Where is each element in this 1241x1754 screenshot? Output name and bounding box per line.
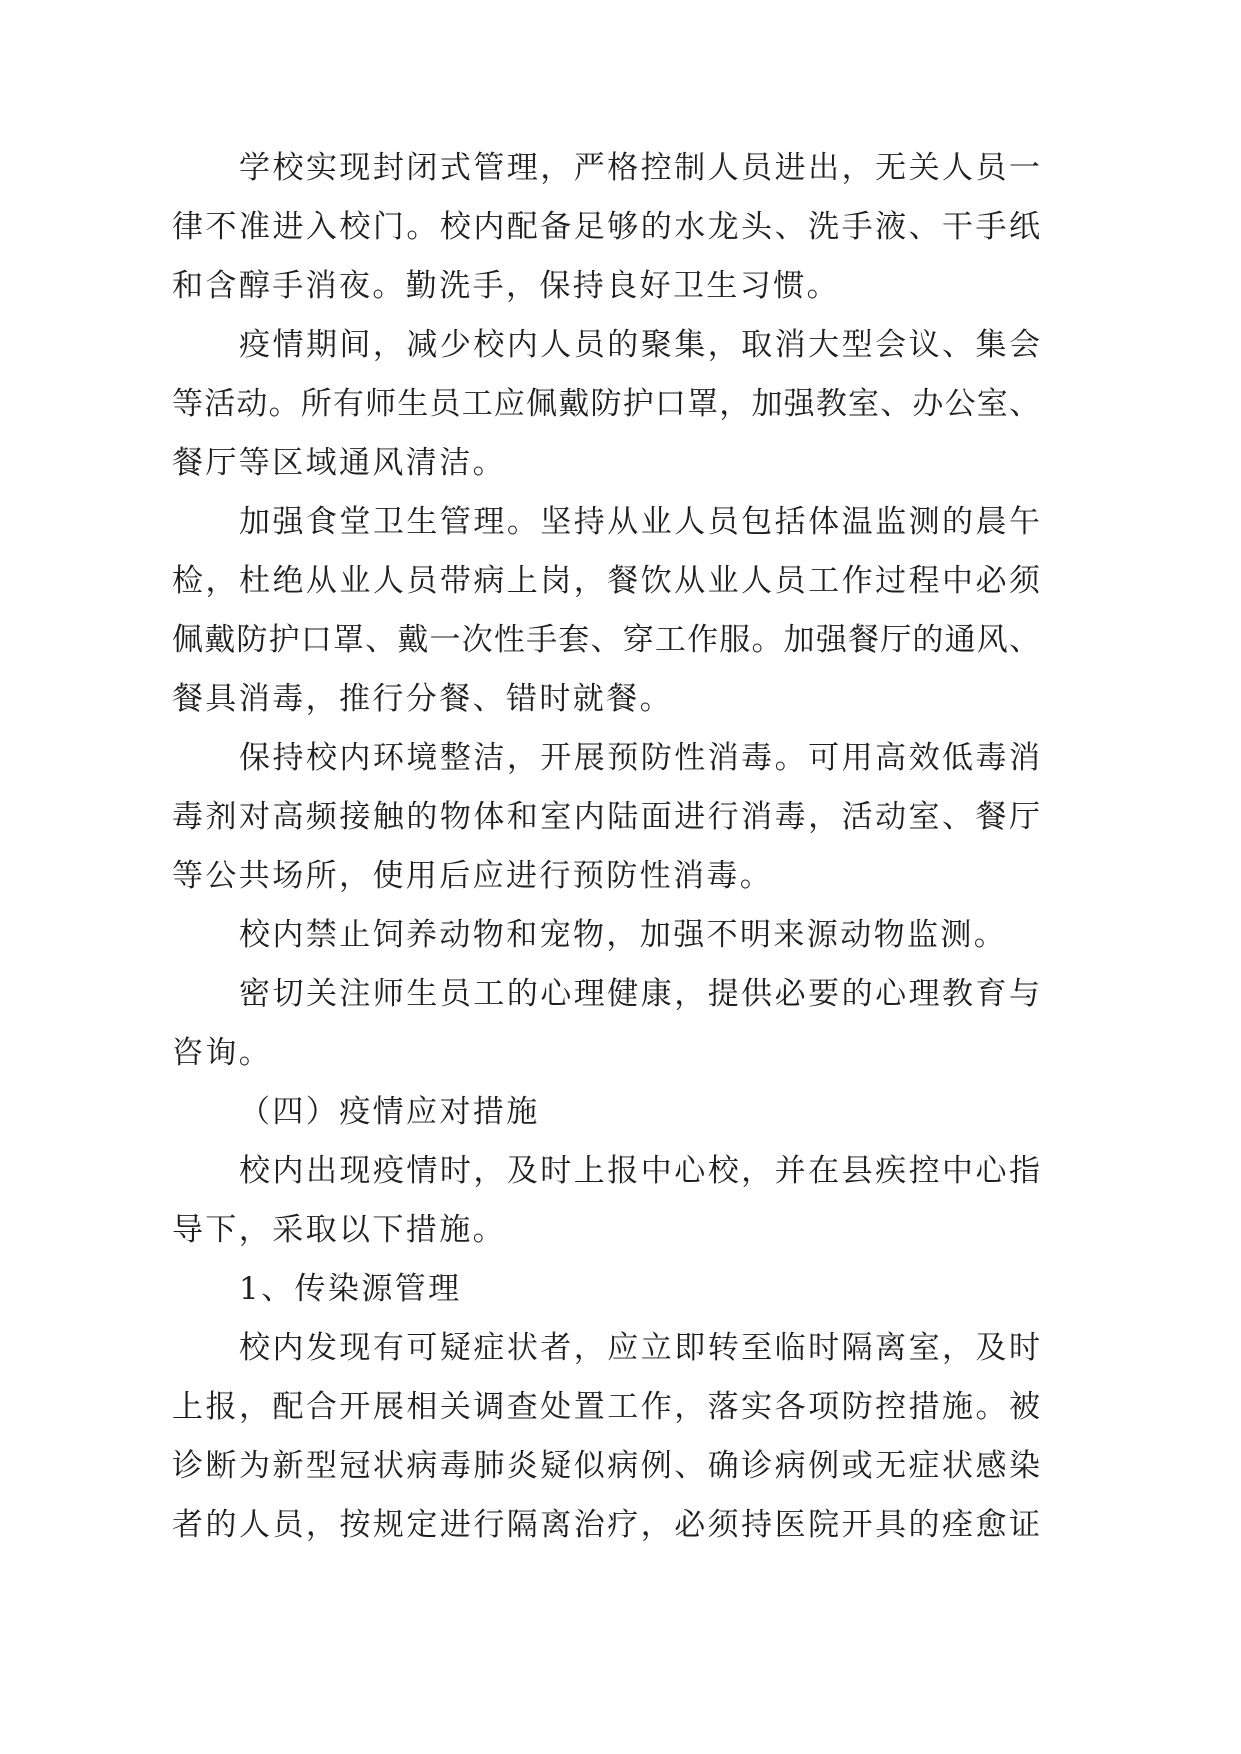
paragraph-line: 诊断为新型冠状病毒肺炎疑似病例、确诊病例或无症状感染 [172,1448,1040,1484]
paragraph-line: 咨询。 [172,1035,273,1071]
paragraph-line: 上报，配合开展相关调查处置工作，落实各项防控措施。被 [172,1389,1040,1425]
paragraph-line: 检，杜绝从业人员带病上岗，餐饮从业人员工作过程中必须 [172,563,1040,599]
paragraph-line: 学校实现封闭式管理，严格控制人员进出，无关人员一 [239,150,1040,186]
paragraph-line: 和含醇手消夜。勤洗手，保持良好卫生习惯。 [172,268,840,304]
paragraph-line: 餐具消毒，推行分餐、错时就餐。 [172,681,673,717]
paragraph-line: 导下，采取以下措施。 [172,1212,506,1248]
subsection-heading-text: 1、传染源管理 [239,1271,462,1307]
paragraph-line: 校内禁止饲养动物和宠物，加强不明来源动物监测。 [239,917,1008,953]
paragraph-line: 校内发现有可疑症状者，应立即转至临时隔离室，及时 [239,1330,1040,1366]
paragraph-line: 餐厅等区域通风清洁。 [172,445,506,481]
section-heading-text: （四）疫情应对措施 [239,1094,540,1130]
paragraph-line: 毒剂对高频接触的物体和室内陆面进行消毒，活动室、餐厅 [172,799,1040,835]
paragraph-line: 密切关注师生员工的心理健康，提供必要的心理教育与 [239,976,1040,1012]
paragraph-line: 疫情期间，减少校内人员的聚集，取消大型会议、集会 [239,327,1040,363]
paragraph-line: 佩戴防护口罩、戴一次性手套、穿工作服。加强餐厅的通风、 [172,622,1040,658]
paragraph-line: 加强食堂卫生管理。坚持从业人员包括体温监测的晨午 [239,504,1040,540]
paragraph-line: 律不准进入校门。校内配备足够的水龙头、洗手液、干手纸 [172,209,1040,245]
paragraph-line: 等活动。所有师生员工应佩戴防护口罩，加强教室、办公室、 [172,386,1040,422]
paragraph-line: 等公共场所，使用后应进行预防性消毒。 [172,858,774,894]
paragraph-line: 保持校内环境整洁，开展预防性消毒。可用高效低毒消 [239,740,1040,776]
paragraph-line: 校内出现疫情时，及时上报中心校，并在县疾控中心指 [239,1153,1040,1189]
paragraph-line: 者的人员，按规定进行隔离治疗，必须持医院开具的痊愈证 [172,1507,1040,1543]
